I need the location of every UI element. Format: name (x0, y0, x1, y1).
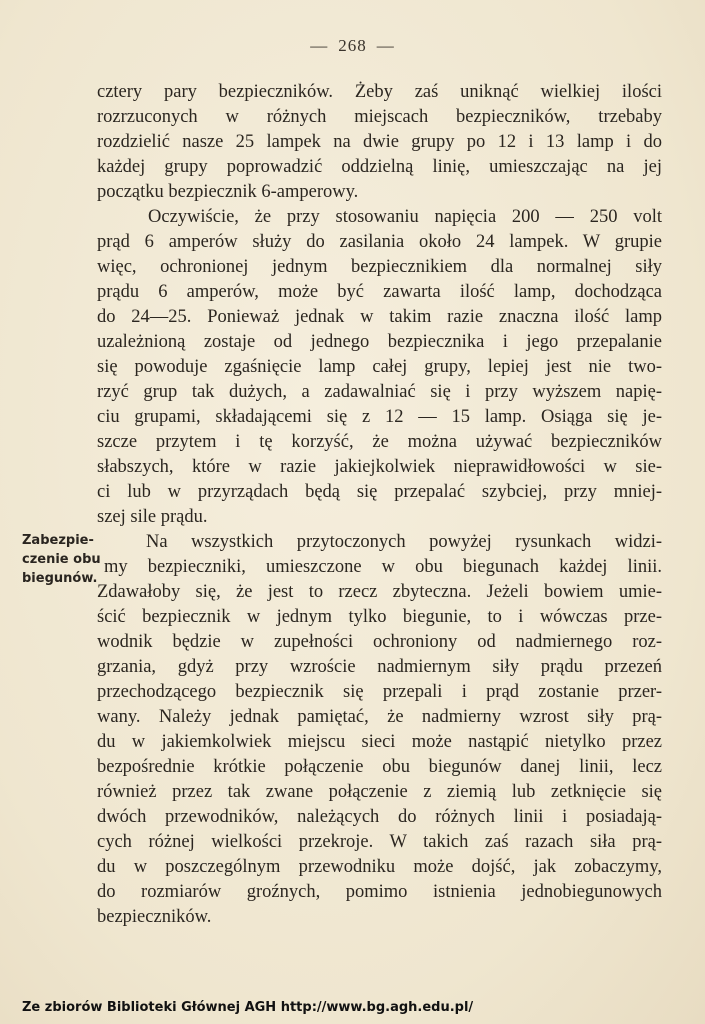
text-line: uzależnioną zostaje od jednego bezpiecznika i jego przepalanie (97, 332, 662, 352)
text-line: również przez tak zwane połączenie z ziemią lub zetknięcie się (97, 782, 662, 802)
text-line: du w jakiemkolwiek miejscu sieci może nastąpić nietylko przez (97, 732, 662, 752)
text-line: słabszych, które w razie jakiejkolwiek nieprawidłowości w sie- (97, 457, 662, 477)
text-line: ci lub w przyrządach będą się przepalać szybciej, przy mniej- (97, 482, 662, 502)
text-line: rzyć grup tak dużych, a zadawalniać się i przy wyższem napię- (97, 382, 662, 402)
text-line: szej sile prądu. (97, 507, 208, 527)
text-line: cych różnej wielkości przekroje. W takich zaś razach siła prą- (97, 832, 662, 852)
margin-note-line: Zabezpie- (22, 533, 94, 548)
text-line: wany. Należy jednak pamiętać, że nadmierny wzrost siły prą- (97, 707, 662, 727)
text-line: du w poszczególnym przewodniku może dojść, jak zobaczymy, (97, 857, 662, 877)
text-line: Oczywiście, że przy stosowaniu napięcia 200 — 250 volt (148, 207, 662, 227)
text-line: do rozmiarów groźnych, pomimo istnienia jednobiegunowych (97, 882, 662, 902)
text-line: się powoduje zgaśnięcie lamp całej grupy, lepiej jest nie two- (97, 357, 662, 377)
text-line: bezpośrednie krótkie połączenie obu biegunów danej linii, lecz (97, 757, 662, 777)
text-line: rozrzuconych w różnych miejscach bezpieczników, trzebaby (97, 107, 662, 127)
text-line: cztery pary bezpieczników. Żeby zaś uniknąć wielkiej ilości (97, 82, 662, 102)
text-line: prądu 6 amperów, może być zawarta ilość lamp, dochodząca (97, 282, 662, 302)
library-footer: Ze zbiorów Biblioteki Głównej AGH http://www.bg.agh.edu.pl/ (22, 1000, 474, 1015)
page-number: — 268 — (310, 36, 395, 55)
margin-note-line: biegunów. (22, 571, 98, 586)
text-line: każdej grupy poprowadzić oddzielną linię, umieszczając na jej (97, 157, 662, 177)
margin-note-line: czenie obu (22, 552, 101, 567)
text-line: dwóch przewodników, należących do różnych linii i posiadają- (97, 807, 662, 827)
text-line: wodnik będzie w zupełności ochroniony od nadmiernego roz- (97, 632, 662, 652)
text-line: przechodzącego bezpiecznik się przepali i prąd zostanie przer- (97, 682, 662, 702)
text-line: grzania, gdyż przy wzroście nadmiernym siły prądu przezeń (97, 657, 662, 677)
text-line: prąd 6 amperów służy do zasilania około 24 lampek. W grupie (97, 232, 662, 252)
text-line: rozdzielić nasze 25 lampek na dwie grupy po 12 i 13 lamp i do (97, 132, 662, 152)
text-line: ciu grupami, składającemi się z 12 — 15 lamp. Osiąga się je- (97, 407, 662, 427)
text-line: ścić bezpiecznik w jednym tylko biegunie, to i wówczas prze- (97, 607, 662, 627)
text-line: do 24—25. Ponieważ jednak w takim razie znaczna ilość lamp (97, 307, 662, 327)
page-number-value: 268 (338, 36, 367, 55)
text-line: szcze przytem i tę korzyść, że można używać bezpieczników (97, 432, 662, 452)
text-line: my bezpieczniki, umieszczone w obu biegunach każdej linii. (104, 557, 662, 577)
text-line: Zdawałoby się, że jest to rzecz zbyteczna. Jeżeli bowiem umie- (97, 582, 662, 602)
text-line: Na wszystkich przytoczonych powyżej rysunkach widzi- (146, 532, 662, 552)
text-line: więc, ochronionej jednym bezpiecznikiem dla normalnej siły (97, 257, 662, 277)
text-line: bezpieczników. (97, 907, 212, 927)
text-line: początku bezpiecznik 6-amperowy. (97, 182, 359, 202)
